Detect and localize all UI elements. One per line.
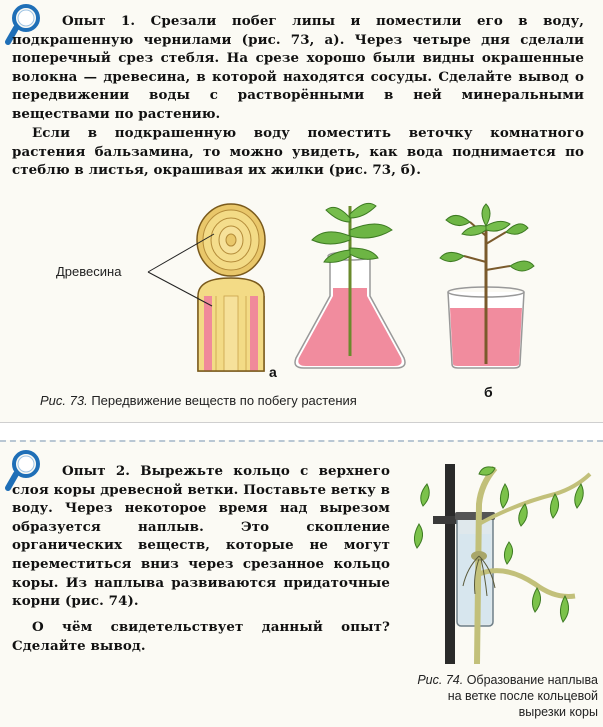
figure-74-caption — [408, 672, 598, 720]
wood-label: Древесина — [56, 264, 122, 279]
experiment-2-text — [12, 462, 390, 611]
flask-with-ink-water — [295, 203, 405, 368]
experiment-1-body-2: Если в подкрашенную воду поместить веточку комнатного растения бальзамина, то можно увидеть, как вода поднимается по стеблю в листья, окрашивая их жилки (рис. 73, б). — [12, 125, 584, 179]
experiment-2-title: Опыт 2. — [62, 463, 130, 479]
beaker-with-balsam-shoot — [440, 204, 534, 368]
experiment-1-text — [12, 12, 584, 124]
figure-74-illustration — [405, 464, 595, 669]
stem-cross-section — [197, 204, 265, 276]
figure-73-b-letter: б — [484, 384, 493, 400]
experiment-1-body: Срезали побег липы и поместили его в воду, подкрашенную чернилами (рис. 73, а). Через четыре дня сделали поперечный срез стебля. На срезе хорошо были видны окрашенные волокна — древесина, в которой находятся сосуды. Сделайте вывод о передвижении воды с растворёнными в ней минеральными веществами по растению. — [12, 13, 585, 122]
figure-73-illustration — [0, 196, 603, 396]
experiment-2-section — [0, 440, 603, 727]
experiment-1-text-2 — [12, 124, 584, 180]
figure-73-caption-text: Передвижение веществ по побегу растения — [91, 393, 357, 408]
figure-73-caption-number: Рис. 73. — [40, 393, 88, 408]
experiment-1-title: Опыт 1. — [62, 13, 136, 29]
figure-73-a-letter: а — [269, 364, 277, 380]
figure-74-caption-text: Образование наплыва на ветке после кольцевой вырезки коры — [447, 673, 598, 719]
figure-73-caption — [40, 392, 460, 409]
figure-74-caption-number: Рис. 74. — [417, 673, 464, 687]
experiment-2-body: Вырежьте кольцо с верхнего слоя коры древесной ветки. Поставьте ветку в воду. Через некоторое время над вырезом образуется наплыв. Это скопление органических веществ, которые не могут переместиться вниз через срезанное кольцо коры. Из наплыва развиваются придаточные корни (рис. 74). — [12, 463, 391, 610]
experiment-2-question: О чём свидетельствует данный опыт? Сделайте вывод. — [12, 619, 390, 654]
stem-longitudinal-section — [198, 278, 264, 371]
